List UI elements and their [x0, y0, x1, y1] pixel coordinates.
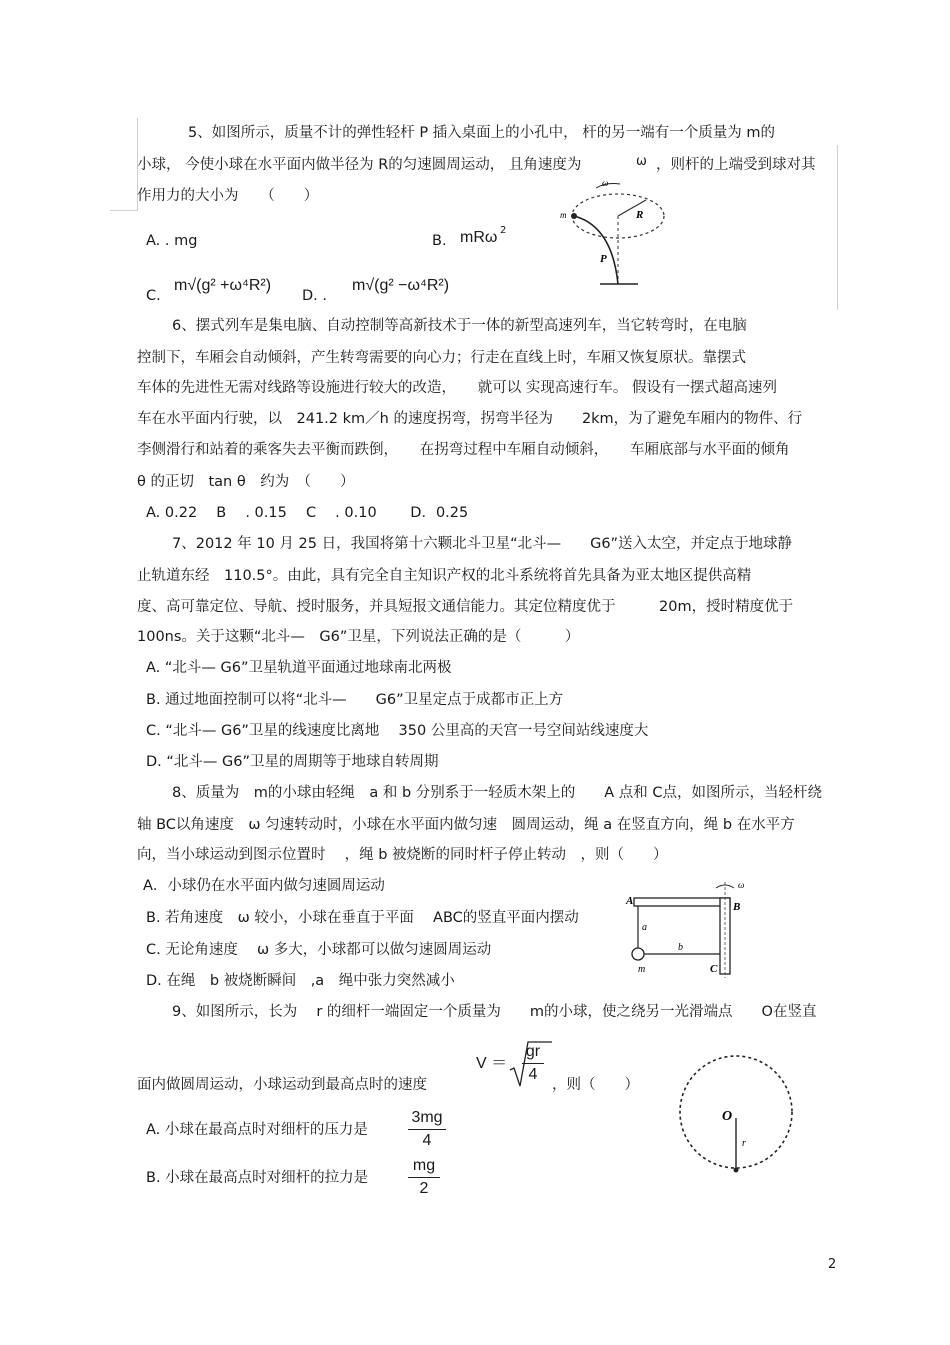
- q8-line1: 8、质量为 m的小球由轻绳 a 和 b 分别系于一轻质木架上的 A 点和 C点，如图所示，当轻杆绕: [172, 785, 823, 801]
- q6-line3: 车体的先进性无需对线路等设施进行较大的改造， 就可以 实现高速行车。 假设有一摆式超高速列: [137, 380, 777, 396]
- q5-line2a: 小球， 今使小球在水平面内做半径为 R的匀速圆周运动， 且角速度为: [137, 157, 582, 173]
- q5-line2b: ，则杆的上端受到球对其: [656, 157, 816, 173]
- q8-fig-rope-a: a: [642, 922, 647, 933]
- q9-option-a-denominator: 4: [422, 1132, 432, 1149]
- q8-option-b: B. 若角速度 ω 较小，小球在垂直于平面 ABC的竖直平面内摆动: [146, 910, 579, 926]
- q6-options: A. 0.22 B . 0.15 C . 0.10 D．0.25: [146, 505, 469, 521]
- q7-option-b: B. 通过地面控制可以将“北斗— G6”卫星定点于成都市正上方: [146, 692, 564, 708]
- q9-option-b-fraction: [408, 1156, 440, 1199]
- q5-option-c-label: C.: [146, 288, 161, 304]
- q5-omega: ω: [636, 154, 647, 169]
- q9-line2: 面内做圆周运动，小球运动到最高点时的速度: [137, 1077, 427, 1093]
- q8-fig-a-point: A: [626, 895, 634, 907]
- q9-v-label: V ＝: [476, 1055, 508, 1072]
- q6-line4: 车在水平面内行驶，以 241.2 km／h 的速度拐弯，拐弯半径为 2km，为了避免车厢内的物件、行: [137, 411, 803, 427]
- q7-line2: 止轨道东经 110.5°。由此，具有完全自主知识产权的北斗系统将首先具备为亚太地区提供高精: [137, 568, 752, 584]
- q8-line3: 向，当小球运动到图示位置时 ，绳 b 被烧断的同时杆子停止转动 ，则（ ）: [137, 847, 668, 863]
- q8-option-c: C. 无论角速度 ω 多大，小球都可以做匀速圆周运动: [146, 942, 492, 958]
- q5-fig-m-label: m: [560, 210, 567, 220]
- q7-line1: 7、2012 年 10 月 25 日，我国将第十六颗北斗卫星“北斗— G6”送入太空，并定点于地球静: [172, 536, 793, 552]
- q5-option-b-exponent: 2: [500, 225, 507, 236]
- q5-option-b-label: B.: [432, 233, 447, 249]
- q5-option-a: A. . mg: [146, 233, 198, 249]
- q9-fig-r-label: r: [742, 1138, 746, 1149]
- q5-line1: 5、如图所示，质量不计的弹性轻杆 P 插入桌面上的小孔中， 杆的另一端有一个质量为 m的: [188, 125, 776, 141]
- q5-fig-omega-label: ω: [602, 178, 609, 188]
- q5-option-c-expr: m√(g² +ω⁴R²): [174, 277, 272, 294]
- q9-option-a-fraction: [408, 1108, 446, 1151]
- q8-fig-c-point: C: [710, 963, 718, 975]
- q9-option-b-denominator: 2: [419, 1180, 429, 1197]
- q5-rod-diagram: [556, 176, 676, 296]
- q8-option-d: D. 在绳 b 被烧断瞬间 ,a 绳中张力突然减小: [146, 973, 455, 989]
- q9-v-numerator: gr: [525, 1043, 541, 1060]
- q8-frame-diagram: [620, 876, 760, 980]
- scan-edge-bottom-left: [110, 210, 138, 211]
- q5-fig-r-label: R: [636, 209, 644, 221]
- q6-line5: 李侧滑行和站着的乘客失去平衡而跌倒， 在拐弯过程中车厢自动倾斜， 车厢底部与水平面的倾角: [137, 442, 790, 458]
- q5-option-b-expr: mRω: [460, 229, 498, 246]
- q9-v-fraction: [522, 1042, 544, 1085]
- q9-line2-end: ，则（ ）: [552, 1077, 639, 1093]
- q6-line1: 6、摆式列车是集电脑、自动控制等高新技术于一体的新型高速列车，当它转弯时，在电脑: [172, 318, 747, 334]
- q7-option-c: C. “北斗— G6”卫星的线速度比离地 350 公里高的天宫一号空间站线速度大: [146, 723, 649, 739]
- q6-line2: 控制下，车厢会自动倾斜，产生转弯需要的向心力；行走在直线上时，车厢又恢复原状。靠摆式: [137, 350, 746, 366]
- q9-option-a: A. 小球在最高点时对细杆的压力是: [146, 1122, 368, 1138]
- q7-option-a: A. “北斗— G6”卫星轨道平面通过地球南北两极: [146, 660, 452, 676]
- q7-line3: 度、高可靠定位、导航、授时服务，并具短报文通信能力。其定位精度优于 20m，授时精度优于: [137, 599, 794, 615]
- q9-circle-diagram: [676, 1052, 800, 1176]
- q9-line1: 9、如图所示，长为 r 的细杆一端固定一个质量为 m的小球，使之绕另一光滑端点 O在竖直: [172, 1004, 817, 1020]
- q5-option-d-label: D. .: [302, 288, 327, 304]
- q5-line3: 作用力的大小为 （ ）: [137, 188, 319, 204]
- q9-fig-o-label: O: [722, 1109, 733, 1124]
- page-number: 2: [828, 1257, 837, 1272]
- q8-fig-omega-label: ω: [738, 880, 745, 890]
- q8-option-a: A．小球仍在水平面内做匀速圆周运动: [143, 878, 385, 894]
- q9-option-a-numerator: 3mg: [411, 1109, 443, 1126]
- q9-option-b-numerator: mg: [412, 1157, 436, 1174]
- q8-fig-b-point: B: [733, 901, 741, 913]
- q5-option-d-expr: m√(g² −ω⁴R²): [352, 277, 450, 294]
- q7-option-d: D. “北斗— G6”卫星的周期等于地球自转周期: [146, 754, 439, 770]
- q8-line2: 轴 BC以角速度 ω 匀速转动时，小球在水平面内做匀速 圆周运动，绳 a 在竖直方向，绳 b 在水平方: [137, 817, 795, 833]
- q9-option-b: B. 小球在最高点时对细杆的拉力是: [146, 1170, 369, 1186]
- q9-v-denominator: 4: [528, 1066, 538, 1083]
- q7-line4: 100ns。关于这颗“北斗— G6”卫星，下列说法正确的是（ ）: [137, 629, 580, 645]
- scan-edge-right: [837, 145, 838, 310]
- q8-fig-rope-b: b: [678, 942, 683, 953]
- q5-fig-p-label: P: [600, 253, 607, 265]
- q8-fig-m-label: m: [638, 964, 646, 975]
- q6-line6: θ 的正切 tan θ 约为 （ ）: [137, 474, 355, 490]
